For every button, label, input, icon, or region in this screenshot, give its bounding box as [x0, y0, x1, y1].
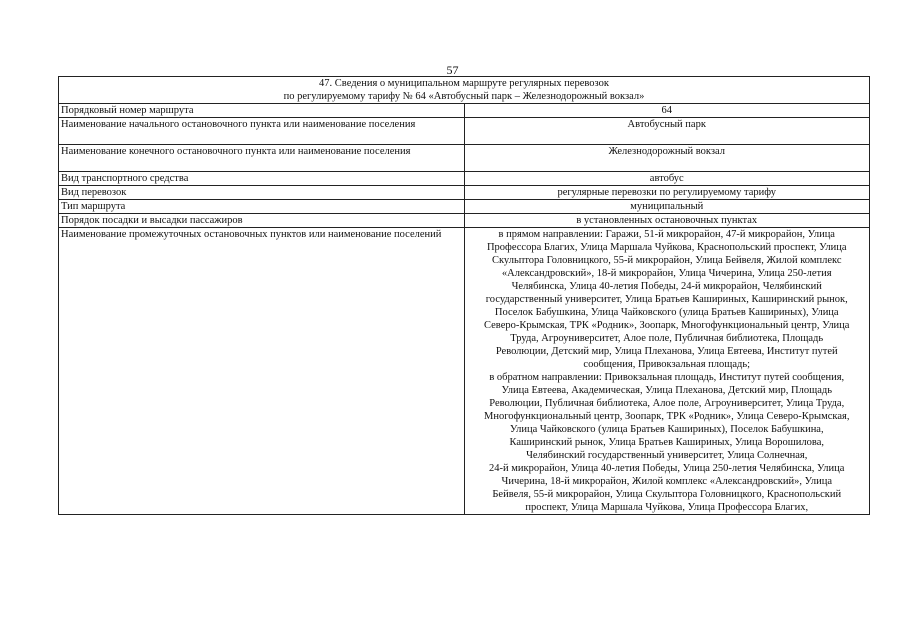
table-row-transport-kind: [59, 186, 870, 200]
stops-line: Чичерина, 18-й микрорайон, Жилой комплекс «Александровский», Улица: [501, 476, 832, 487]
stops-line: Бейвеля, 55-й микрорайон, Улица Скульптора Головницкого, Краснопольский: [492, 489, 842, 500]
stops-line: Профессора Благих, Улица Маршала Чуйкова, Краснопольский проспект, Улица: [486, 242, 847, 253]
end-stop-value: Железнодорожный вокзал: [464, 145, 870, 172]
stops-line: «Александровский», 18-й микрорайон, Улица Чичерина, Улица 250-летия: [501, 268, 832, 279]
end-stop-label: Наименование конечного остановочного пункта или наименование поселения: [59, 145, 465, 172]
stops-line: Труда, Агроуниверситет, Алое поле, Публичная библиотека, Площадь: [510, 333, 824, 344]
intermediate-stops-value: [464, 228, 870, 515]
stops-line: Челябинска, Улица 40-летия Победы, 24-й микрорайон, Челябинский: [511, 281, 822, 292]
table-row-vehicle-type: [59, 172, 870, 186]
stops-line: Челябинский государственный университет, Улица Солнечная,: [526, 450, 808, 461]
table-heading-line-1: 47. Сведения о муниципальном маршруте регулярных перевозок: [319, 78, 609, 89]
boarding-order-label: Порядок посадки и высадки пассажиров: [59, 214, 465, 228]
table-heading-line-2: по регулируемому тарифу № 64 «Автобусный парк – Железнодорожный вокзал»: [283, 91, 645, 102]
stops-line: Революции, Детский мир, Улица Плеханова, Улица Евтеева, Институт путей: [495, 346, 838, 357]
stops-line: Поселок Бабушкина, Улица Чайковского (улица Братьев Кашириных), Улица: [494, 307, 839, 318]
table-heading-row: [59, 77, 870, 104]
stops-line: 24-й микрорайон, Улица 40-летия Победы, Улица 250-летия Челябинска, Улица: [489, 463, 845, 474]
transport-kind-label: Вид перевозок: [59, 186, 465, 200]
start-stop-label: Наименование начального остановочного пункта или наименование поселения: [59, 118, 465, 145]
stops-line: Скульптора Головницкого, 55-й микрорайон, Улица Бейвеля, Жилой комплекс: [491, 255, 842, 266]
intermediate-stops-label: Наименование промежуточных остановочных пунктов или наименование поселений: [59, 228, 465, 515]
start-stop-value: Автобусный парк: [464, 118, 870, 145]
stops-line: Многофункциональный центр, Зоопарк, ТРК «Родник», Улица Северо-Крымская,: [484, 411, 850, 422]
transport-kind-value: регулярные перевозки по регулируемому тарифу: [464, 186, 870, 200]
stops-line: Улица Чайковского (улица Братьев Кашириных), Поселок Бабушкина,: [509, 424, 824, 435]
vehicle-type-label: Вид транспортного средства: [59, 172, 465, 186]
table-row-boarding-order: [59, 214, 870, 228]
table-row-route-number: [59, 104, 870, 118]
stops-line: государственный университет, Улица Братьев Кашириных, Каширинский рынок,: [485, 294, 848, 305]
table-row-intermediate-stops: [59, 228, 870, 515]
table-row-route-type: [59, 200, 870, 214]
route-type-value: муниципальный: [464, 200, 870, 214]
boarding-order-value: в установленных остановочных пунктах: [464, 214, 870, 228]
route-number-value: 64: [464, 104, 870, 118]
stops-line: в обратном направлении: Привокзальная площадь, Институт путей сообщения,: [489, 372, 845, 383]
stops-line: Революции, Публичная библиотека, Алое поле, Агроуниверситет, Улица Труда,: [489, 398, 845, 409]
route-number-label: Порядковый номер маршрута: [59, 104, 465, 118]
stops-line: проспект, Улица Маршала Чуйкова, Улица Профессора Благих,: [525, 502, 809, 513]
table-heading: [59, 77, 870, 104]
stops-line: Улица Евтеева, Академическая, Улица Плеханова, Детский мир, Площадь: [501, 385, 832, 396]
stops-line: Каширинский рынок, Улица Братьев Кашириных, Улица Ворошилова,: [509, 437, 824, 448]
vehicle-type-value: автобус: [464, 172, 870, 186]
stops-line: Северо-Крымская, ТРК «Родник», Зоопарк, Многофункциональный центр, Улица: [484, 320, 850, 331]
stops-line: сообщения, Привокзальная площадь;: [583, 359, 751, 370]
table-row-start-stop: [59, 118, 870, 145]
table-row-end-stop: [59, 145, 870, 172]
route-type-label: Тип маршрута: [59, 200, 465, 214]
stops-line: в прямом направлении: Гаражи, 51-й микрорайон, 47-й микрорайон, Улица: [498, 229, 835, 240]
page-number: 57: [446, 63, 459, 77]
route-info-table: [58, 76, 870, 515]
